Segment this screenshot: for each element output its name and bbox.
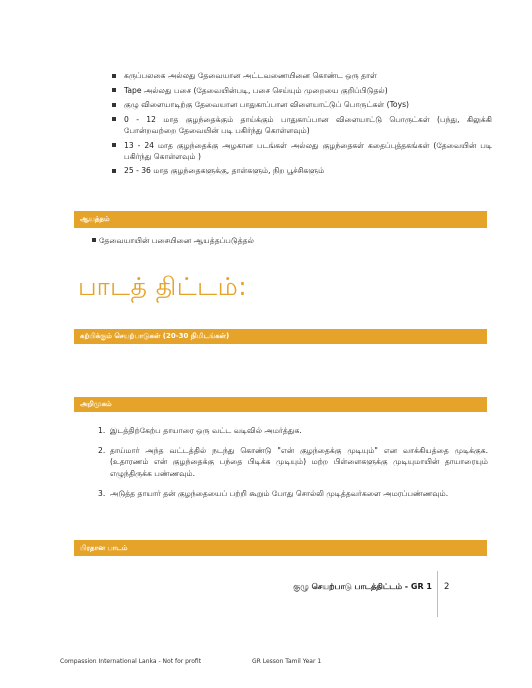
list-item: 0 - 12 மாத குழந்தைக்கும் தாய்க்கும் பாதுகாப்பான விளையாட்டு பொருட்கள் (பந்து, கிலுக்கி போன்றவற்றை தேவையின் படி பகிர்ந்து கொள்ளவும்) [112,114,492,136]
preparation-heading: ஆயத்தம் [80,215,110,223]
footer-divider [437,571,438,617]
step-text: தாய்மார் அந்த வட்டத்தில் நடந்து கொண்டு "என் குழந்தைக்கு முடியும்" என வாக்கியத்தை முடிக்குக. (உதாரணம் என் குழந்தைக்கு பந்தை பிடிக்க முடியும்) மற்ற பிள்ளைகளுக்கு முடியுமாயின் தாயாரையும் எழுந்திருக்க பண்ணவும். [110,445,488,478]
list-item: Tape அல்லது பசை (தேவையின்படி, பசை செய்யும் முறையை குறிப்பிடுதல்) [112,85,492,96]
list-item [100,445,488,480]
list-item [100,488,488,500]
activities-heading-bar [74,329,487,344]
bullet-icon [92,238,96,242]
materials-list [112,70,492,180]
running-footer-title: குழு செயற்பாடு பாடத்திட்டம் - GR 1 [293,582,432,591]
list-item: 13 - 24 மாத குழந்தைக்கு அழகான படங்கள் அல்லது குழந்தைகள் கதைப்புத்தகங்கள் (தேவையின் படி பகிர்ந்து கொள்ளவும் ) [112,140,492,162]
introduction-heading-bar [74,397,487,412]
introduction-heading: அறிமுகம் [80,400,112,408]
main-lesson-heading: பிரதான பாடம் [80,544,128,552]
list-item [100,425,488,437]
footer-organization: Compassion International Lanka - Not for profit [60,658,202,665]
introduction-steps [100,425,488,508]
activities-heading: கற்பிக்கும் செயற்பாடுகள் (20-30 நிமிடங்கள்) [80,332,230,340]
step-text: அடுத்த தாயார் தன் குழந்தையைப் பற்றி கூறும் போது சொல்லி முடித்தவர்களை அமரப்பண்ணவும். [110,489,449,498]
list-item: குழு விளையாடிற்கு தேவையான பாதுகாப்பான விளையாட்டுப் பொருட்கள் (Toys) [112,99,492,110]
preparation-item [92,235,254,246]
list-item: கருப்பலகை அல்லது தேவையான அட்டவணையினை கொண்ட ஒரு தாள் [112,70,492,81]
page-number: 2 [444,582,450,592]
step-number: 2. [98,445,106,455]
list-item: 25 - 36 மாத குழந்தைகளுக்கு, தாள்களும், நிற பூச்சிகளும் [112,165,492,176]
step-number: 3. [98,489,106,498]
lesson-plan-title: பாடத் திட்டம்: [78,272,248,301]
step-text: இடத்திற்கேற்ப தாயாரை ஒரு வட்ட வடிவில் அமர்த்துக. [110,426,302,435]
footer-document-name: GR Lesson Tamil Year 1 [252,658,322,665]
preparation-heading-bar [74,211,487,228]
preparation-item-text: தேவையாயின் பசையினை ஆயத்தப்படுத்தல் [99,236,254,245]
step-number: 1. [98,426,106,435]
main-lesson-heading-bar [74,540,487,556]
